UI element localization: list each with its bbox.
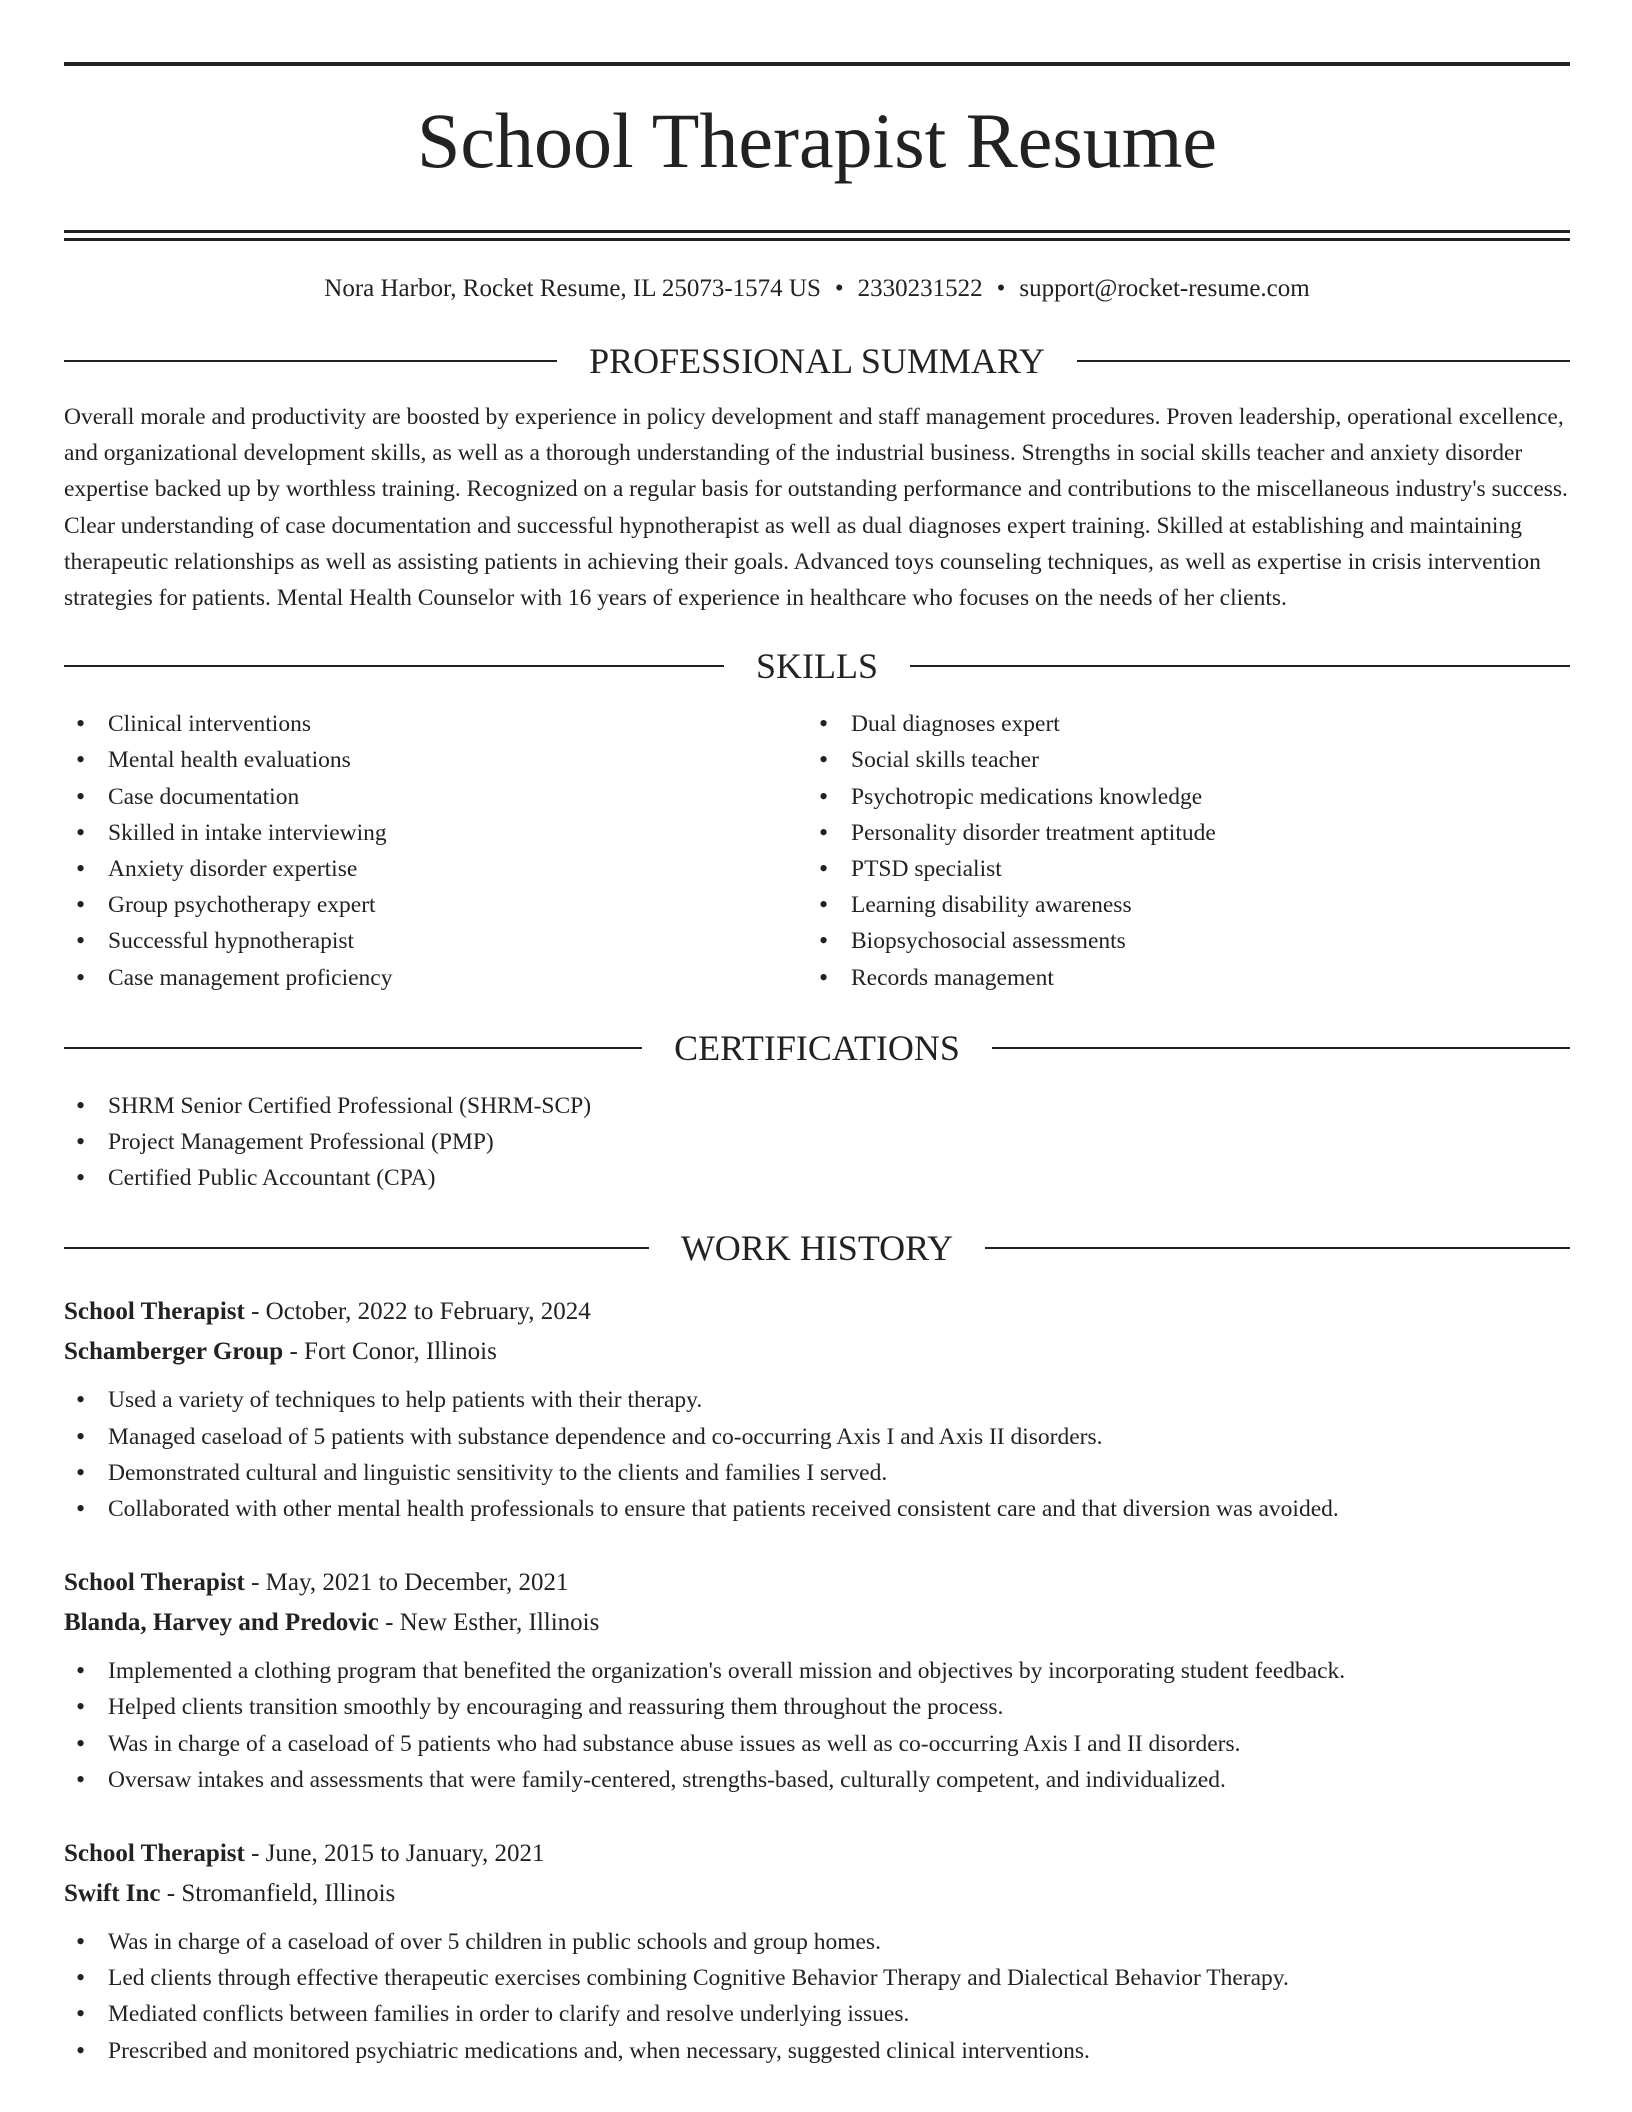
job-company: Blanda, Harvey and Predovic bbox=[64, 1609, 379, 1637]
job-dates: June, 2015 to January, 2021 bbox=[265, 1840, 545, 1868]
section-rule bbox=[992, 1047, 1570, 1049]
job-title: School Therapist bbox=[64, 1298, 245, 1326]
work-history bbox=[64, 1292, 1570, 2068]
skills-columns bbox=[64, 706, 1570, 996]
list-item: • Mental health evaluations bbox=[64, 742, 807, 778]
section-title: CERTIFICATIONS bbox=[674, 1027, 960, 1068]
list-item: • Case documentation bbox=[64, 779, 807, 815]
list-item: • Prescribed and monitored psychiatric medications and, when necessary, suggested clinical interventions. bbox=[64, 2033, 1570, 2069]
list-item: • Psychotropic medications knowledge bbox=[807, 779, 1550, 815]
job-title-line: School Therapist - June, 2015 to January, 2021 bbox=[64, 1840, 545, 1868]
resume-page bbox=[64, 62, 1570, 2069]
section-title: SKILLS bbox=[756, 646, 879, 687]
list-item: • Biopsychosocial assessments bbox=[807, 923, 1550, 959]
job-bullets bbox=[64, 1653, 1570, 1798]
section-title: WORK HISTORY bbox=[680, 1228, 954, 1269]
section-header-skills bbox=[64, 642, 1570, 690]
list-item: • Project Management Professional (PMP) bbox=[64, 1124, 1570, 1160]
certifications-list bbox=[64, 1088, 1570, 1197]
list-item: • Social skills teacher bbox=[807, 742, 1550, 778]
job-entry bbox=[64, 1563, 1570, 1798]
list-item: • Skilled in intake interviewing bbox=[64, 815, 807, 851]
section-rule bbox=[985, 1247, 1570, 1249]
section-header-certifications bbox=[64, 1024, 1570, 1072]
contact-separator: • bbox=[834, 275, 844, 302]
job-location: Stromanfield, Illinois bbox=[181, 1880, 396, 1908]
contact-email: support@rocket-resume.com bbox=[1019, 275, 1310, 302]
job-bullets bbox=[64, 1924, 1570, 2069]
list-item: • Certified Public Accountant (CPA) bbox=[64, 1160, 1570, 1196]
section-title: PROFESSIONAL SUMMARY bbox=[589, 341, 1045, 381]
list-item: • PTSD specialist bbox=[807, 851, 1550, 887]
skills-list-left bbox=[64, 706, 807, 996]
job-location: New Esther, Illinois bbox=[399, 1609, 600, 1637]
job-company-line: Swift Inc - Stromanfield, Illinois bbox=[64, 1880, 396, 1908]
section-header-summary bbox=[64, 337, 1570, 385]
list-item: • Records management bbox=[807, 960, 1550, 996]
contact-separator: • bbox=[996, 275, 1006, 302]
job-bullets bbox=[64, 1382, 1570, 1527]
top-rule bbox=[64, 62, 1570, 66]
section-rule bbox=[64, 360, 557, 362]
job-entry bbox=[64, 1834, 1570, 2069]
job-company: Swift Inc bbox=[64, 1880, 161, 1908]
job-company-line: Blanda, Harvey and Predovic - New Esther, Illinois bbox=[64, 1609, 600, 1637]
list-item: • Personality disorder treatment aptitude bbox=[807, 815, 1550, 851]
list-item: • Helped clients transition smoothly by encouraging and reassuring them throughout the process. bbox=[64, 1689, 1570, 1725]
job-title: School Therapist bbox=[64, 1569, 245, 1597]
list-item: • Mediated conflicts between families in order to clarify and resolve underlying issues. bbox=[64, 1996, 1570, 2032]
contact-line bbox=[64, 271, 1570, 307]
contact-phone: 2330231522 bbox=[857, 275, 983, 302]
job-company: Schamberger Group bbox=[64, 1338, 284, 1366]
title-double-rule bbox=[64, 230, 1570, 241]
section-rule bbox=[64, 1047, 642, 1049]
contact-address: Nora Harbor, Rocket Resume, IL 25073-1574 US bbox=[324, 275, 821, 302]
list-item: • Clinical interventions bbox=[64, 706, 807, 742]
list-item: • Dual diagnoses expert bbox=[807, 706, 1550, 742]
job-title-line: School Therapist - May, 2021 to December, 2021 bbox=[64, 1569, 569, 1597]
job-title: School Therapist bbox=[64, 1840, 245, 1868]
list-item: • Demonstrated cultural and linguistic sensitivity to the clients and families I served. bbox=[64, 1455, 1570, 1491]
section-header-work bbox=[64, 1224, 1570, 1272]
list-item: • Managed caseload of 5 patients with substance dependence and co-occurring Axis I and Axis II disorders. bbox=[64, 1419, 1570, 1455]
job-location: Fort Conor, Illinois bbox=[304, 1338, 497, 1366]
list-item: • Was in charge of a caseload of 5 patients who had substance abuse issues as well as co-occurring Axis I and II disorders. bbox=[64, 1726, 1570, 1762]
list-item: • Was in charge of a caseload of over 5 children in public schools and group homes. bbox=[64, 1924, 1570, 1960]
page-title: School Therapist Resume bbox=[416, 97, 1218, 184]
section-rule bbox=[64, 665, 724, 667]
job-dates: October, 2022 to February, 2024 bbox=[265, 1298, 591, 1326]
list-item: • Learning disability awareness bbox=[807, 887, 1550, 923]
job-dates: May, 2021 to December, 2021 bbox=[265, 1569, 569, 1597]
summary-paragraph: Overall morale and productivity are boosted by experience in policy development and staff management procedures. Proven leadership, operational excellence, and organizational development skills, as well as a thorough understanding of the industrial business. Strengths in social skills teacher and anxiety disorder expertise backed up by worthless training. Recognized on a regular basis for outstanding performance and contributions to the miscellaneous industry's success. Clear understanding of case documentation and successful hypnotherapist as well as dual diagnoses expert training. Skilled at establishing and maintaining therapeutic relationships as well as assisting patients in achieving their goals. Advanced toys counseling techniques, as well as expertise in crisis intervention strategies for patients. Mental Health Counselor with 16 years of experience in healthcare who focuses on the needs of her clients. bbox=[64, 404, 1568, 612]
section-rule bbox=[1077, 360, 1570, 362]
list-item: • Successful hypnotherapist bbox=[64, 923, 807, 959]
job-title-line: School Therapist - October, 2022 to February, 2024 bbox=[64, 1298, 591, 1326]
list-item: • SHRM Senior Certified Professional (SHRM-SCP) bbox=[64, 1088, 1570, 1124]
section-rule bbox=[64, 1247, 649, 1249]
section-rule bbox=[910, 665, 1570, 667]
list-item: • Led clients through effective therapeutic exercises combining Cognitive Behavior Therapy and Dialectical Behavior Therapy. bbox=[64, 1960, 1570, 1996]
list-item: • Used a variety of techniques to help patients with their therapy. bbox=[64, 1382, 1570, 1418]
list-item: • Collaborated with other mental health professionals to ensure that patients received consistent care and that diversion was avoided. bbox=[64, 1491, 1570, 1527]
job-company-line: Schamberger Group - Fort Conor, Illinois bbox=[64, 1338, 497, 1366]
list-item: • Anxiety disorder expertise bbox=[64, 851, 807, 887]
skills-list-right bbox=[807, 706, 1550, 996]
list-item: • Group psychotherapy expert bbox=[64, 887, 807, 923]
list-item: • Implemented a clothing program that benefited the organization's overall mission and objectives by incorporating student feedback. bbox=[64, 1653, 1570, 1689]
list-item: • Oversaw intakes and assessments that were family-centered, strengths-based, culturally competent, and individualized. bbox=[64, 1762, 1570, 1798]
job-entry bbox=[64, 1292, 1570, 1527]
list-item: • Case management proficiency bbox=[64, 960, 807, 996]
